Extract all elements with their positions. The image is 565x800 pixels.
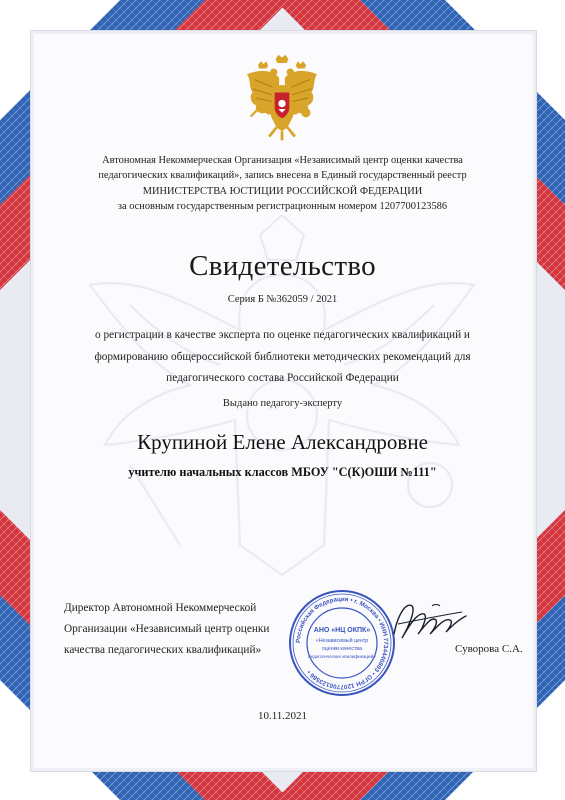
purpose-line: педагогического состава Российской Федерации [166, 372, 399, 384]
coat-of-arms-emblem [236, 52, 328, 144]
recipient-name: Крупиной Елене Александровне [137, 430, 428, 454]
director-line: качества педагогических квалификаций» [64, 644, 262, 656]
certificate-series: Серия Б №362059 / 2021 [227, 294, 338, 305]
director-line: Директор Автономной Некоммерческой [64, 602, 257, 614]
recipient-position: учителю начальных классов МБОУ "С(К)ОШИ №111" [128, 465, 437, 479]
stamp-center-line: педагогических квалификаций» [308, 654, 376, 659]
organization-stamp [287, 588, 397, 698]
director-signature [388, 594, 472, 650]
org-line: педагогических квалификаций», запись внесена в Единый государственный реестр [98, 170, 467, 182]
org-line: за основным государственным регистрационным номером 1207700123586 [117, 200, 448, 212]
purpose-block [0, 325, 565, 390]
issue-date: 10.11.2021 [257, 710, 308, 722]
stamp-center-line: «Независимый центр [315, 638, 369, 644]
director-block [64, 598, 269, 661]
org-line: МИНИСТЕРСТВА ЮСТИЦИИ РОССИЙСКОЙ ФЕДЕРАЦИИ [142, 185, 423, 197]
certificate-title: Свидетельство [189, 250, 376, 282]
purpose-line: формированию общероссийской библиотеки методических рекомендаций для [94, 350, 471, 363]
stamp-outer-text: Российская Федерация • г. Москва • ИНН 7734446893 • ОГРН 1207700123586 • [294, 595, 390, 690]
director-line: Организации «Независимый центр оценки [64, 623, 270, 635]
org-line: Автономная Некоммерческая Организация «Независимый центр оценки качества [102, 155, 463, 166]
stamp-center-line: АНО «НЦ ОКПК» [313, 627, 371, 634]
signer-name: Суворова С.А. [455, 643, 523, 655]
stamp-center-line: оценки качества [321, 646, 363, 652]
organization-block [0, 153, 565, 214]
purpose-line: о регистрации в качестве эксперта по оценке педагогических квалификаций и [95, 329, 470, 341]
issued-to-label: Выдано педагогу-эксперту [222, 398, 343, 409]
